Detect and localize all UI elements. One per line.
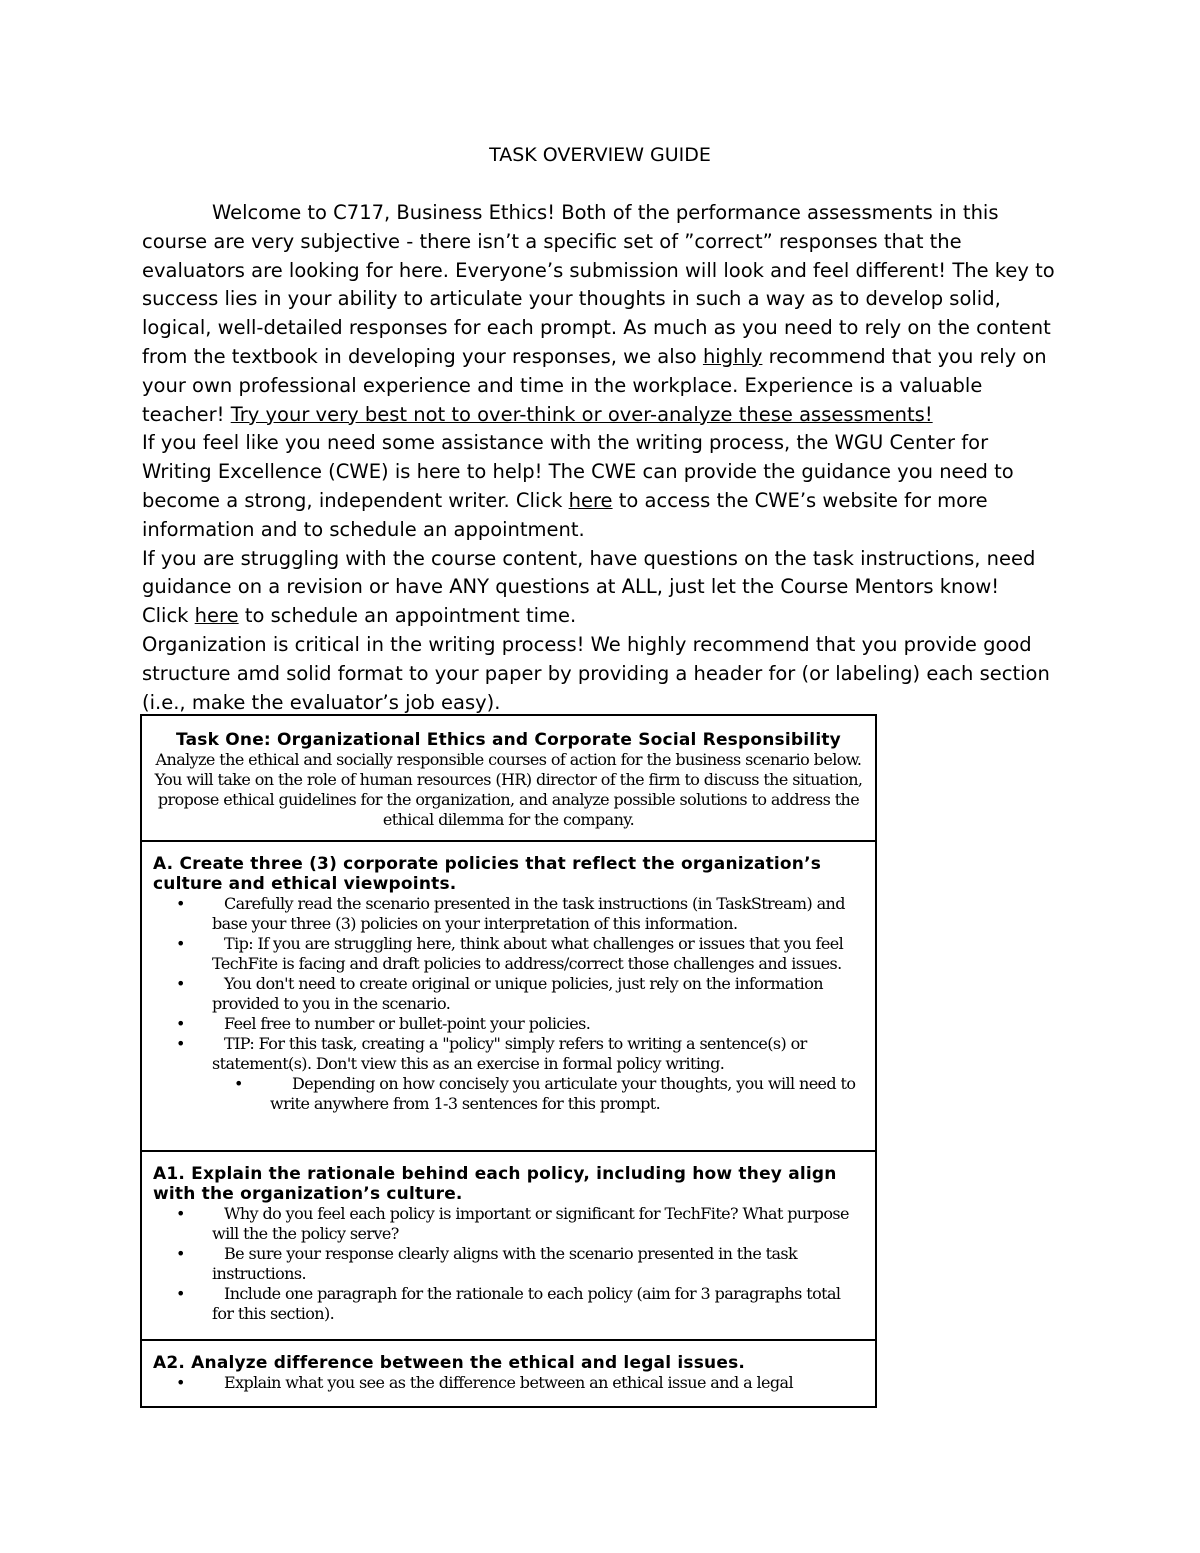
cwe-text-cont: to access the CWE’s website for more information and to schedule an appointment. (142, 488, 988, 541)
mentors-paragraph: If you are struggling with the course content, have questions on the task instructions, need guidance on a revision or have ANY questions at ALL, just let the Course Mentors know! (142, 546, 1036, 599)
task-one-heading: Task One: Organizational Ethics and Corporate Social Responsibility (176, 730, 841, 750)
list-item: • Explain what you see as the difference between an ethical issue and a legal (212, 1373, 865, 1393)
page-title: TASK OVERVIEW GUIDE (489, 144, 711, 166)
section-a1-heading: A1. Explain the rationale behind each policy, including how they align with the organization’s culture. (153, 1164, 837, 1204)
intro-text (142, 199, 1057, 717)
organization-paragraph: Organization is critical in the writing process! We highly recommend that you provide good structure amd solid format to your paper by providing a header for (or labeling) each section (i.e., make the evaluator’s job easy). (142, 632, 1050, 714)
section-a1-cell (142, 1152, 875, 1341)
list-item: • Depending on how concisely you articulate your thoughts, you will need to write anywhere from 1-3 sentences for this prompt. (270, 1074, 865, 1114)
list-item: • Why do you feel each policy is important or significant for TechFite? What purpose will the the policy serve? (212, 1204, 865, 1244)
task-table (140, 714, 877, 1408)
highly-emphasis: highly (702, 344, 763, 368)
appointment-text-cont: to schedule an appointment time. (238, 604, 577, 628)
section-a-sub-bullets (153, 1074, 865, 1114)
section-a1-bullets (153, 1204, 865, 1324)
welcome-text-cont: recommend that you rely on your own professional experience and time in the workplace. Experience is a valuable teacher! (142, 344, 1047, 426)
cwe-link[interactable]: here (568, 488, 613, 512)
task-one-cell (142, 716, 875, 842)
list-item: • Be sure your response clearly aligns with the scenario presented in the task instructions. (212, 1244, 865, 1284)
section-a2-cell (142, 1341, 875, 1406)
section-a-cell (142, 842, 875, 1152)
welcome-paragraph (142, 199, 1057, 429)
list-item: • TIP: For this task, creating a "policy" simply refers to writing a sentence(s) or statement(s). Don't view this as an exercise in formal policy writing. (212, 1034, 865, 1074)
section-a-bullets (153, 894, 865, 1074)
appointment-paragraph (142, 602, 1057, 631)
appointment-text: Click (142, 604, 195, 628)
section-a-heading: A. Create three (3) corporate policies that reflect the organization’s culture and ethical viewpoints. (153, 854, 822, 894)
list-item: • Include one paragraph for the rationale to each policy (aim for 3 paragraphs total for this section). (212, 1284, 865, 1324)
overthink-warning: Try your very best not to over-think or over-analyze these assessments! (230, 402, 933, 426)
list-item: • You don't need to create original or unique policies, just rely on the information provided to you in the scenario. (212, 974, 865, 1014)
section-a2-bullets (153, 1373, 865, 1393)
section-a2-heading: A2. Analyze difference between the ethical and legal issues. (153, 1353, 746, 1373)
appointment-link[interactable]: here (194, 604, 239, 628)
welcome-text: Welcome to C717, Business Ethics! Both of the performance assessments in this course are very subjective - there isn’t a specific set of ”correct” responses that the evaluators are looking for here. Everyone’s submission will look and feel different! The key to success lies in your ability to articulate your thoughts in such a way as to develop solid, logical, well-detailed responses for each prompt. As much as you need to rely on the content from the textbook in developing your responses, we also (142, 201, 1055, 368)
cwe-text: If you feel like you need some assistance with the writing process, the WGU Center for Writing Excellence (CWE) is here to help! The CWE can provide the guidance you need to become a strong, independent writer. Click (142, 431, 1014, 512)
cwe-paragraph (142, 429, 1057, 544)
list-item: • Tip: If you are struggling here, think about what challenges or issues that you feel TechFite is facing and draft policies to address/correct those challenges and issues. (212, 934, 865, 974)
list-item: • Feel free to number or bullet-point your policies. (212, 1014, 865, 1034)
task-one-description: Analyze the ethical and socially responsible courses of action for the business scenario below. You will take on the role of human resources (HR) director of the firm to discuss the situation, propose ethical guidelines for the organization, and analyze possible solutions to address the ethical dilemma for the company. (154, 750, 863, 829)
list-item: • Carefully read the scenario presented in the task instructions (in TaskStream) and base your three (3) policies on your interpretation of this information. (212, 894, 865, 934)
